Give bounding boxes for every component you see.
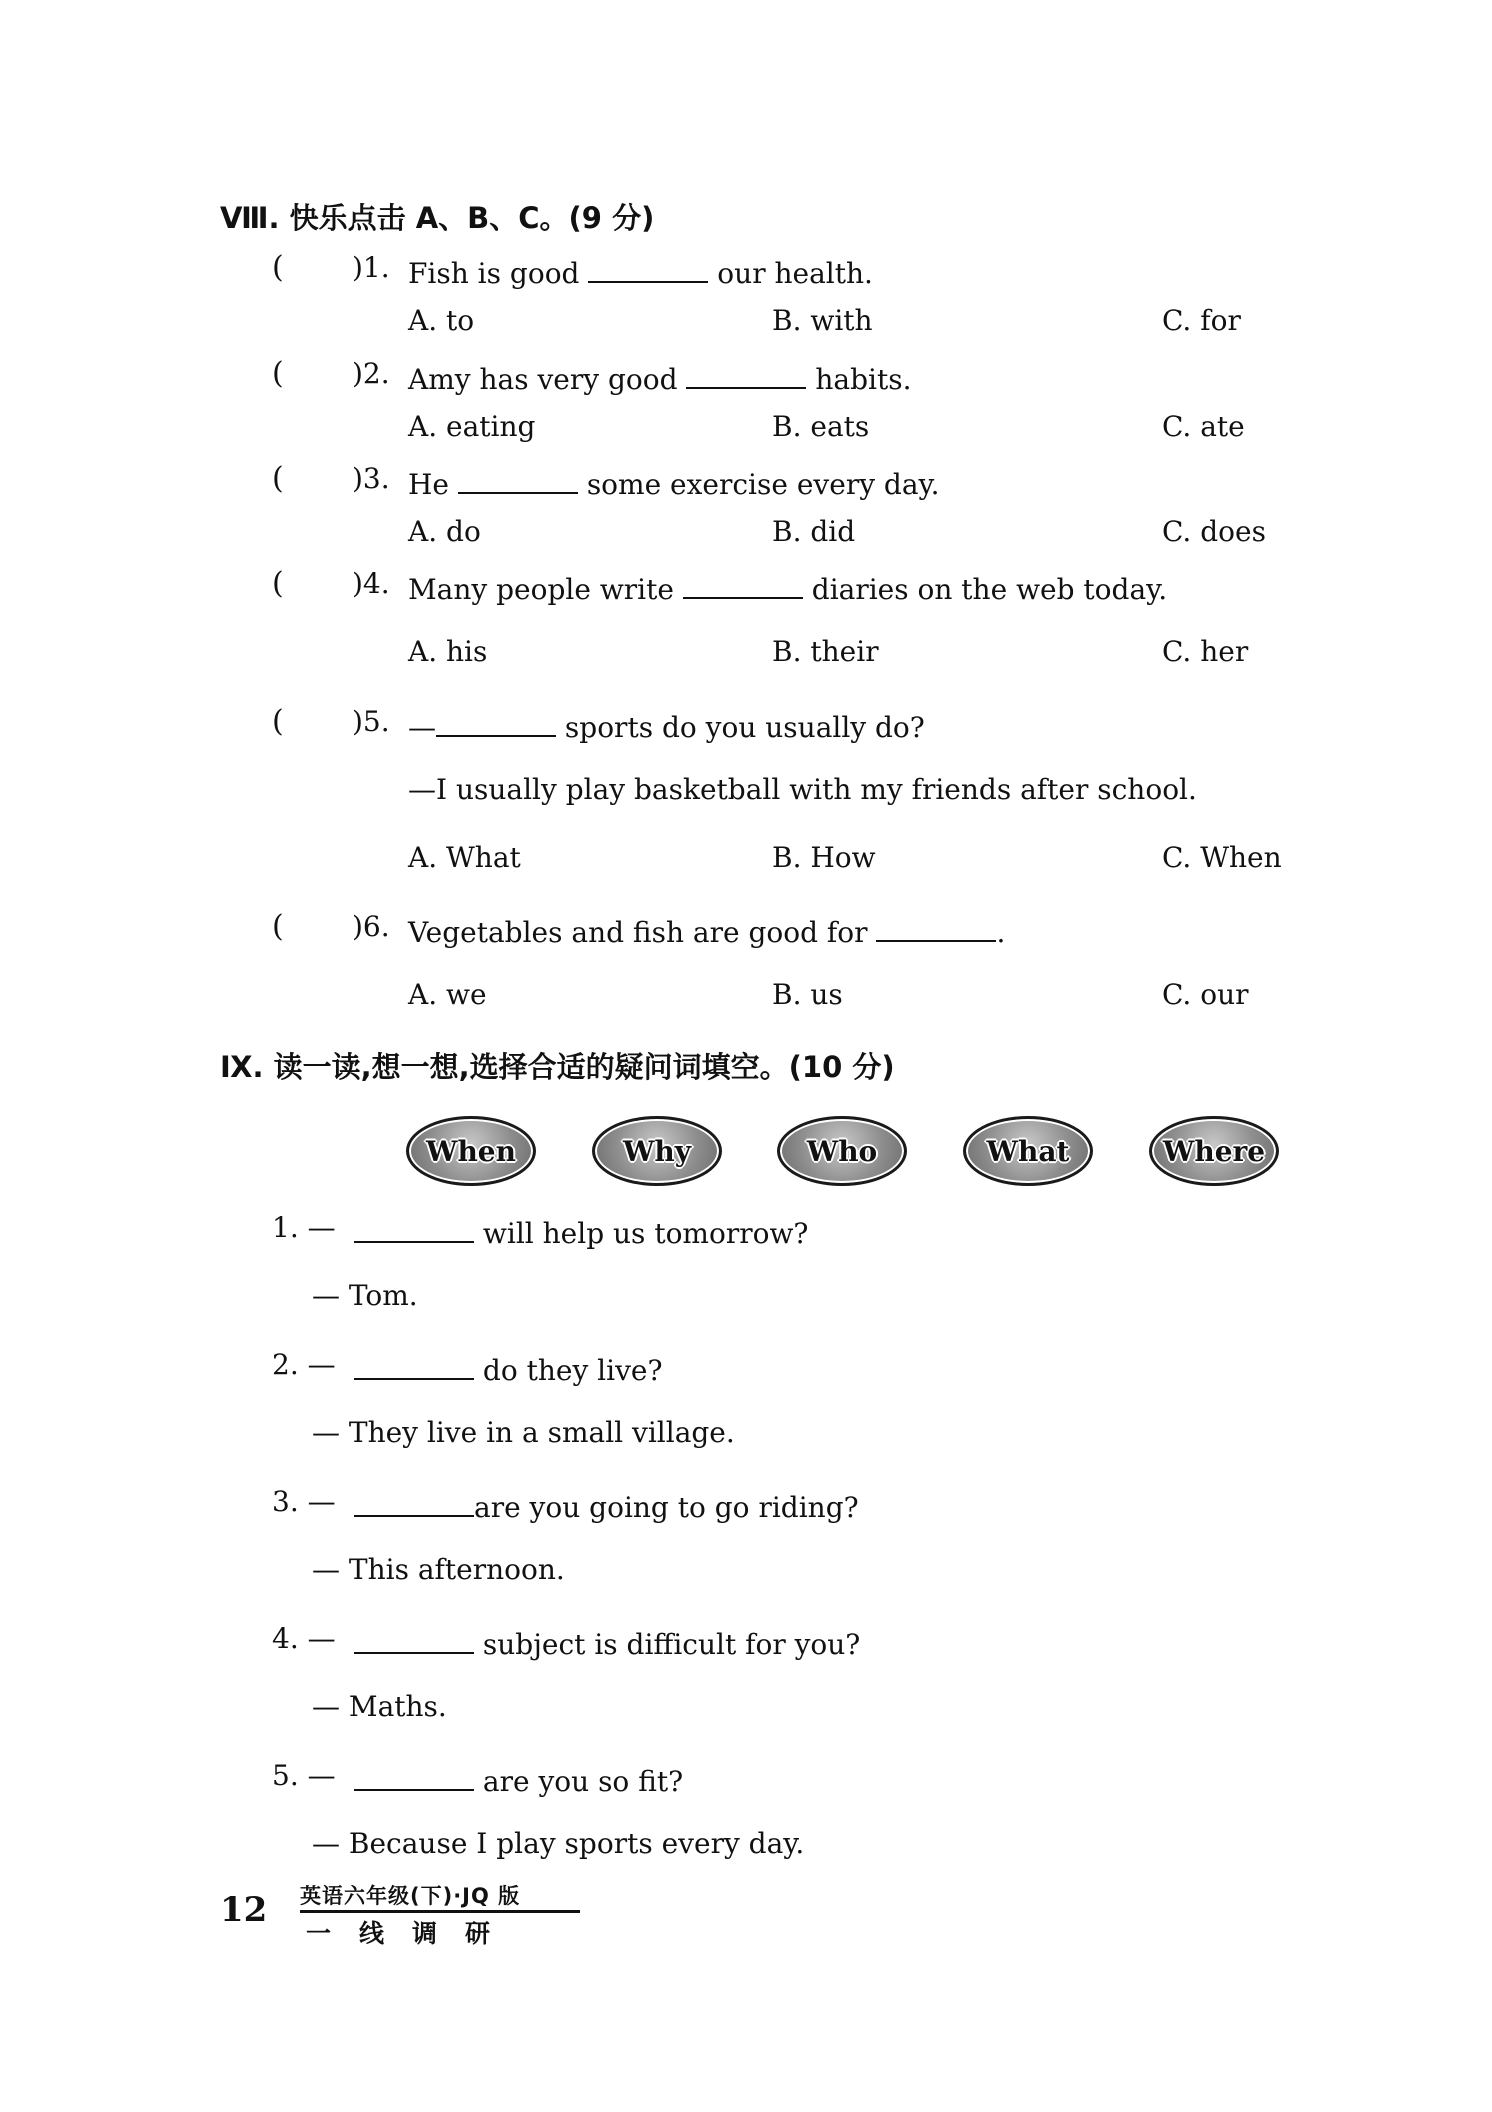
dialogue-answer: — They live in a small village. (312, 1416, 735, 1449)
answer-paren-open: ( (272, 704, 284, 739)
question-number: )6. (352, 910, 390, 943)
answer-paren-open: ( (272, 250, 284, 285)
option-c: C. does (1162, 515, 1266, 548)
question-number: 4. — (272, 1622, 336, 1655)
footer-divider (300, 1910, 580, 1913)
option-b: B. eats (772, 410, 870, 443)
page-number: 12 (220, 1890, 268, 1930)
word-bubble-when: When (406, 1116, 536, 1186)
word-bubble-what: What (963, 1116, 1093, 1186)
word-bubble-where: Where (1149, 1116, 1279, 1186)
book-title: 英语六年级(下)·JQ 版 (300, 1884, 521, 1908)
option-b: B. with (772, 304, 873, 337)
series-name: 一线调研 (306, 1919, 519, 1948)
question-number: 5. — (272, 1759, 336, 1792)
option-a: A. his (408, 635, 488, 668)
option-b: B. us (772, 978, 843, 1011)
question-text: Amy has very good habits. (408, 357, 912, 396)
question-text: Many people write diaries on the web today. (408, 567, 1167, 606)
dialogue-answer: — Because I play sports every day. (312, 1827, 805, 1860)
option-a: A. to (408, 304, 475, 337)
word-bubble-why: Why (592, 1116, 722, 1186)
question-number: )1. (352, 251, 390, 284)
option-a: A. do (408, 515, 481, 548)
section-8-heading: Ⅷ. 快乐点击 A、B、C。(9 分) (220, 201, 655, 235)
answer-blank[interactable] (354, 1348, 474, 1380)
question-text: Vegetables and fish are good for . (408, 910, 1005, 949)
answer-blank[interactable] (354, 1622, 474, 1654)
option-b: B. How (772, 841, 876, 874)
option-a: A. What (408, 841, 521, 874)
answer-paren-open: ( (272, 566, 284, 601)
answer-paren-open: ( (272, 461, 284, 496)
question-number: )4. (352, 567, 390, 600)
option-c: C. for (1162, 304, 1241, 337)
dialogue-answer: —I usually play basketball with my friends after school. (408, 773, 1197, 806)
question-number: 3. — (272, 1485, 336, 1518)
word-bubble-who: Who (777, 1116, 907, 1186)
option-c: C. our (1162, 978, 1249, 1011)
question-number: )3. (352, 462, 390, 495)
question-text: are you so fit? (354, 1759, 683, 1798)
answer-blank[interactable] (686, 357, 806, 389)
question-text: are you going to go riding? (354, 1485, 859, 1524)
answer-blank[interactable] (458, 462, 578, 494)
question-text: He some exercise every day. (408, 462, 940, 501)
answer-blank[interactable] (354, 1759, 474, 1791)
question-number: )2. (352, 357, 390, 390)
question-text: Fish is good our health. (408, 251, 873, 290)
answer-blank[interactable] (436, 705, 556, 737)
question-number: 2. — (272, 1348, 336, 1381)
answer-blank[interactable] (683, 567, 803, 599)
dialogue-answer: — Maths. (312, 1690, 447, 1723)
dialogue-answer: — Tom. (312, 1279, 418, 1312)
question-text: subject is difficult for you? (354, 1622, 860, 1661)
question-text: do they live? (354, 1348, 662, 1387)
option-c: C. ate (1162, 410, 1245, 443)
option-b: B. their (772, 635, 879, 668)
answer-blank[interactable] (354, 1211, 474, 1243)
question-number: 1. — (272, 1211, 336, 1244)
answer-paren-open: ( (272, 909, 284, 944)
question-text: will help us tomorrow? (354, 1211, 808, 1250)
answer-blank[interactable] (588, 251, 708, 283)
option-c: C. her (1162, 635, 1249, 668)
answer-paren-open: ( (272, 356, 284, 391)
question-number: )5. (352, 705, 390, 738)
question-text: — sports do you usually do? (408, 705, 925, 744)
option-a: A. we (408, 978, 487, 1011)
option-b: B. did (772, 515, 856, 548)
section-9-heading: Ⅸ. 读一读,想一想,选择合适的疑问词填空。(10 分) (220, 1050, 895, 1084)
answer-blank[interactable] (354, 1485, 474, 1517)
option-a: A. eating (408, 410, 536, 443)
option-c: C. When (1162, 841, 1282, 874)
answer-blank[interactable] (876, 910, 996, 942)
dialogue-answer: — This afternoon. (312, 1553, 565, 1586)
